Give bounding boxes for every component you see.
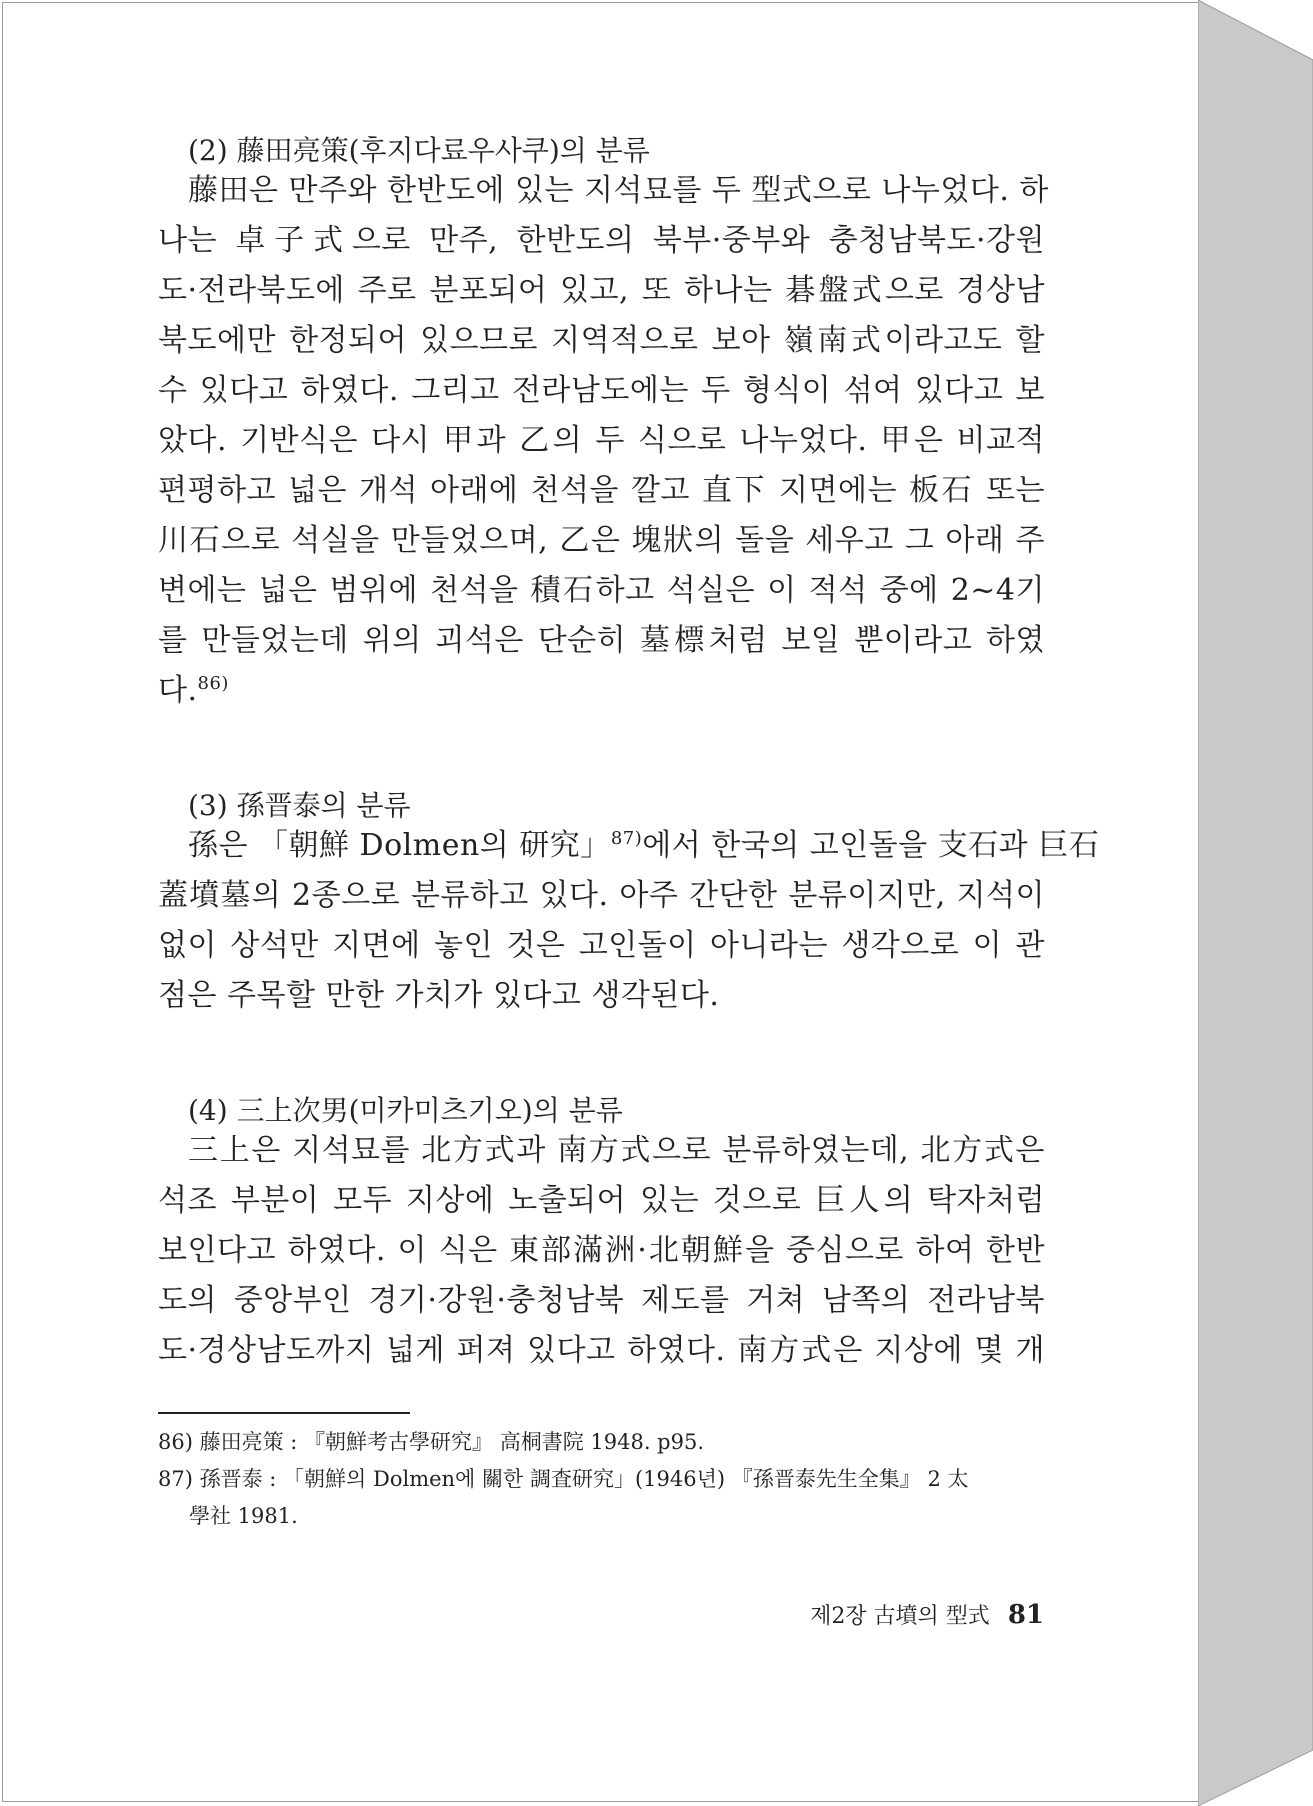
paragraph-line bbox=[188, 821, 1100, 871]
paragraph-line: 편평하고 넓은 개석 아래에 천석을 깔고 直下 지면에는 板石 또는 bbox=[158, 473, 1045, 508]
running-footer bbox=[810, 1599, 1044, 1630]
footnote-87-continued: 學社 1981. bbox=[189, 1504, 298, 1528]
footnote-text: 藤田亮策 : 『朝鮮考古學研究』 高桐書院 1948. p95. bbox=[199, 1430, 705, 1454]
footnote-ref-87[interactable]: 87) bbox=[610, 828, 643, 849]
book-edge bbox=[1198, 0, 1313, 1806]
paragraph-line: 보인다고 하였다. 이 식은 東部滿洲·北朝鮮을 중심으로 하여 한반 bbox=[158, 1233, 1045, 1268]
paragraph-line: 도·전라북도에 주로 분포되어 있고, 또 하나는 碁盤式으로 경상남 bbox=[158, 273, 1045, 308]
paragraph-line: 석조 부분이 모두 지상에 노출되어 있는 것으로 巨人의 탁자처럼 bbox=[158, 1183, 1045, 1218]
footnote-number: 87) bbox=[158, 1467, 193, 1491]
paragraph-line: 점은 주목할 만한 가치가 있다고 생각된다. bbox=[158, 978, 720, 1013]
footnote-ref-86[interactable]: 86) bbox=[197, 673, 229, 694]
paragraph-text: 에서 한국의 고인돌을 支石과 巨石 bbox=[642, 828, 1100, 863]
section-heading-mikami: (4) 三上次男(미카미츠기오)의 분류 bbox=[188, 1094, 623, 1127]
footnote-86 bbox=[158, 1426, 704, 1458]
book-page bbox=[2, 2, 1200, 1802]
section-heading-fujita: (2) 藤田亮策(후지다료우사쿠)의 분류 bbox=[188, 134, 650, 167]
page-number: 81 bbox=[1007, 1600, 1044, 1630]
chapter-title: 제2장 古墳의 型式 bbox=[810, 1604, 990, 1629]
paragraph-line: 蓋墳墓의 2종으로 분류하고 있다. 아주 간단한 분류이지만, 지석이 bbox=[158, 878, 1045, 913]
footnote-number: 86) bbox=[158, 1430, 193, 1454]
paragraph-line: 藤田은 만주와 한반도에 있는 지석묘를 두 型式으로 나누었다. 하 bbox=[188, 173, 1049, 208]
paragraph-line: 三上은 지석묘를 北方式과 南方式으로 분류하였는데, 北方式은 bbox=[188, 1133, 1045, 1168]
footnote-divider bbox=[158, 1412, 410, 1414]
paragraph-text: 孫은 「朝鮮 Dolmen의 研究」 bbox=[188, 828, 611, 863]
paragraph-text: 다. bbox=[158, 673, 198, 708]
paragraph-line: 도·경상남도까지 넓게 퍼져 있다고 하였다. 南方式은 지상에 몇 개 bbox=[158, 1333, 1045, 1368]
paragraph-line bbox=[158, 666, 1045, 716]
paragraph-line: 川石으로 석실을 만들었으며, 乙은 塊狀의 돌을 세우고 그 아래 주 bbox=[158, 523, 1045, 558]
paragraph-line: 를 만들었는데 위의 괴석은 단순히 墓標처럼 보일 뿐이라고 하였 bbox=[158, 623, 1045, 658]
paragraph-line: 변에는 넓은 범위에 천석을 積石하고 석실은 이 적석 중에 2~4기 bbox=[158, 573, 1045, 608]
footnote-87 bbox=[158, 1463, 968, 1495]
paragraph-line: 수 있다고 하였다. 그리고 전라남도에는 두 형식이 섞여 있다고 보 bbox=[158, 373, 1045, 408]
footnote-text: 孫晋泰 : 「朝鮮의 Dolmen에 關한 調査研究」(1946년) 『孫晋泰先生全集』 2 太 bbox=[199, 1467, 969, 1491]
paragraph-line: 없이 상석만 지면에 놓인 것은 고인돌이 아니라는 생각으로 이 관 bbox=[158, 928, 1045, 963]
paragraph-line: 나는 卓子式으로 만주, 한반도의 북부·중부와 충청남북도·강원 bbox=[158, 223, 1045, 258]
paragraph-line: 았다. 기반식은 다시 甲과 乙의 두 식으로 나누었다. 甲은 비교적 bbox=[158, 423, 1045, 458]
paragraph-line: 도의 중앙부인 경기·강원·충청남북 제도를 거쳐 남쪽의 전라남북 bbox=[158, 1283, 1045, 1318]
section-heading-son: (3) 孫晋泰의 분류 bbox=[188, 789, 411, 822]
paragraph-line: 북도에만 한정되어 있으므로 지역적으로 보아 嶺南式이라고도 할 bbox=[158, 323, 1045, 358]
